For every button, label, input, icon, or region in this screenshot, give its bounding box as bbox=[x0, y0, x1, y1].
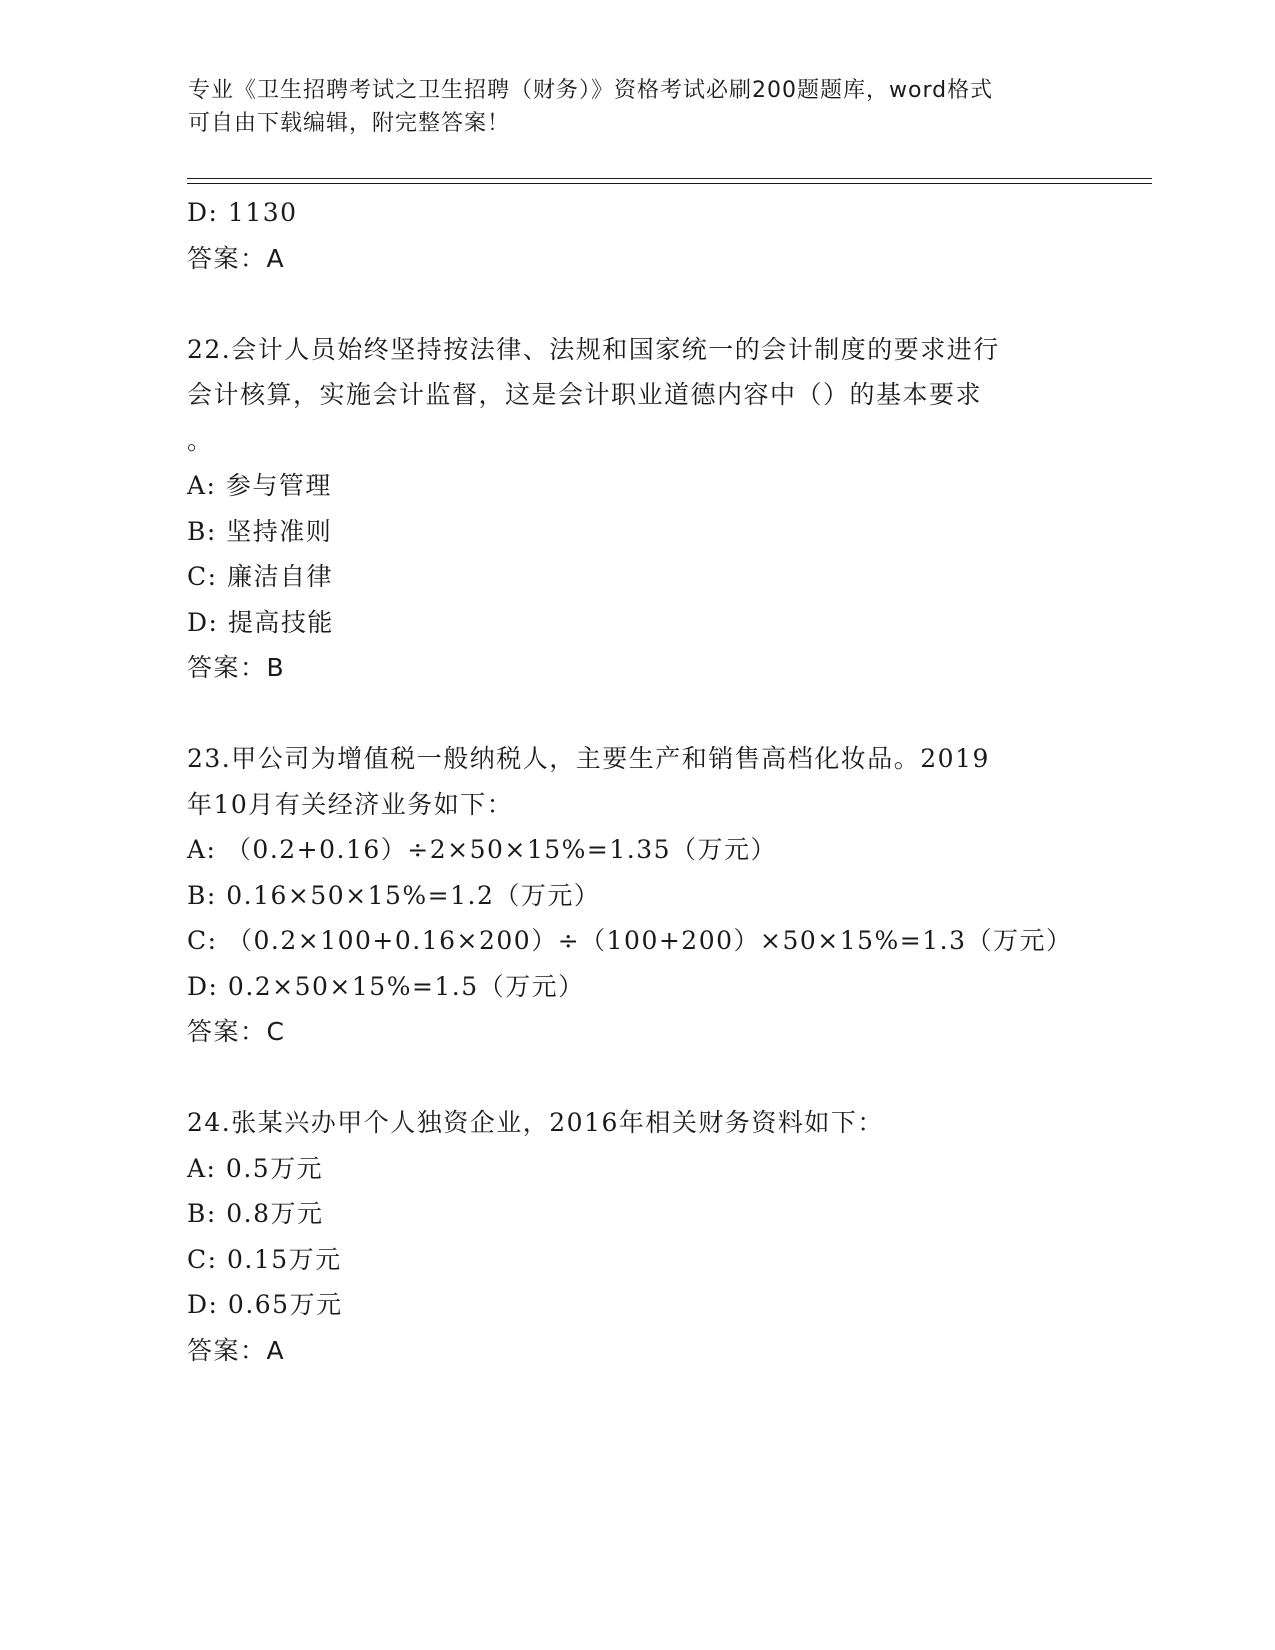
spacer bbox=[187, 691, 1087, 737]
question-24-option-c: C: 0.15万元 bbox=[187, 1244, 342, 1274]
question-23 bbox=[187, 736, 1087, 1055]
question-22 bbox=[187, 327, 1087, 691]
document-header bbox=[188, 74, 1088, 140]
header-rule-top bbox=[187, 178, 1152, 179]
question-23-line-2: 年10月有关经济业务如下： bbox=[187, 789, 514, 819]
spacer bbox=[187, 1055, 1087, 1101]
header-rule-bottom bbox=[187, 183, 1152, 184]
question-22-line-3: 。 bbox=[187, 425, 214, 455]
spacer bbox=[187, 281, 1087, 327]
prev-option-d: D: 1130 bbox=[187, 198, 298, 227]
question-24-line-1: 24.张某兴办甲个人独资企业，2016年相关财务资料如下： bbox=[187, 1108, 884, 1137]
question-24-option-d: D: 0.65万元 bbox=[187, 1290, 343, 1319]
question-22-line-2: 会计核算，实施会计监督，这是会计职业道德内容中（）的基本要求 bbox=[187, 380, 983, 409]
question-22-line-1: 22.会计人员始终坚持按法律、法规和国家统一的会计制度的要求进行 bbox=[187, 334, 1000, 364]
question-23-option-a: A: （0.2+0.16）÷2×50×15%=1.35（万元） bbox=[187, 835, 778, 864]
question-22-option-d: D: 提高技能 bbox=[187, 607, 334, 637]
question-23-line-1: 23.甲公司为增值税一般纳税人，主要生产和销售高档化妆品。2019 bbox=[187, 744, 990, 773]
question-24-option-b: B: 0.8万元 bbox=[187, 1199, 324, 1228]
document-body bbox=[187, 190, 1087, 1373]
question-24-answer: 答案：A bbox=[187, 1335, 286, 1365]
question-22-option-a: A: 参与管理 bbox=[187, 471, 332, 500]
prev-answer: 答案：A bbox=[187, 243, 286, 273]
question-22-option-c: C: 廉洁自律 bbox=[187, 562, 333, 591]
question-24-option-a: A: 0.5万元 bbox=[187, 1153, 324, 1183]
question-23-option-d: D: 0.2×50×15%=1.5（万元） bbox=[187, 971, 585, 1001]
question-22-option-b: B: 坚持准则 bbox=[187, 516, 333, 546]
question-23-option-b: B: 0.16×50×15%=1.2（万元） bbox=[187, 880, 601, 910]
header-line-1: 专业《卫生招聘考试之卫生招聘（财务）》资格考试必刷200题题库，word格式 bbox=[188, 78, 994, 103]
question-23-option-c: C: （0.2×100+0.16×200）÷（100+200）×50×15%=1.3（万元） bbox=[187, 926, 1073, 955]
header-line-2: 可自由下载编辑，附完整答案！ bbox=[188, 111, 511, 136]
question-24 bbox=[187, 1100, 1087, 1373]
question-23-answer: 答案：C bbox=[187, 1017, 286, 1046]
question-22-answer: 答案：B bbox=[187, 653, 286, 682]
